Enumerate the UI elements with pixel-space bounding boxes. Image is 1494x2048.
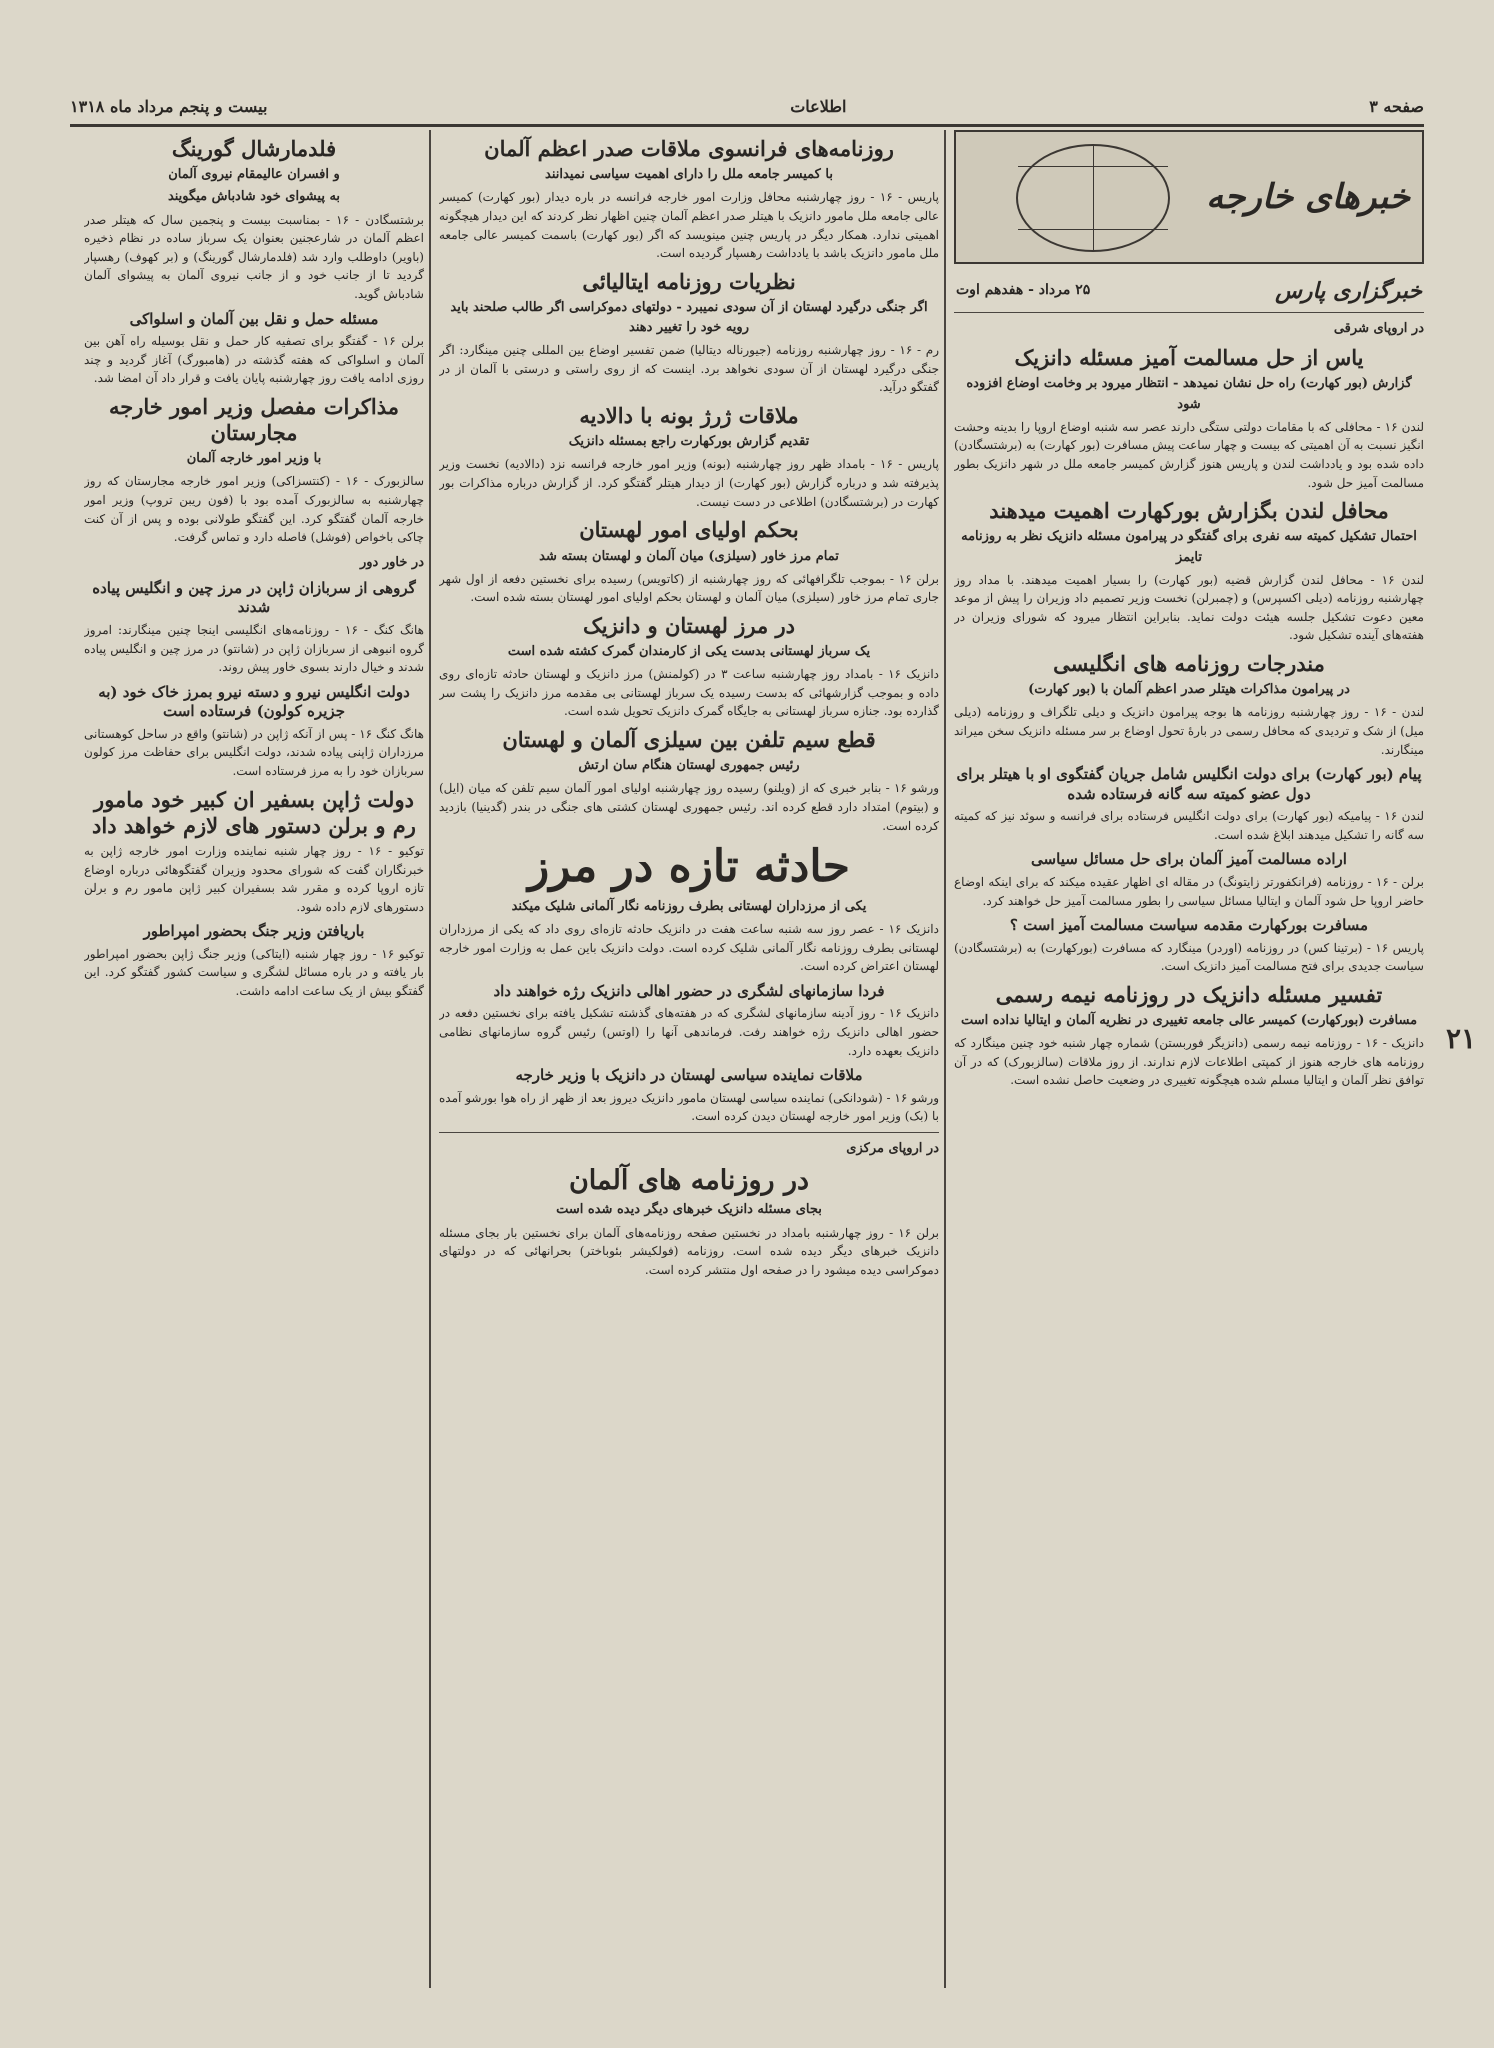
headline: در مرز لهستان و دانزیک (582, 612, 796, 638)
headline: مسئله حمل و نقل بین آلمان و اسلواکی (129, 309, 379, 328)
article-body: دانزیک - ۱۶ - روزنامه نیمه رسمی (دانزیگر فوربستن) شماره چهار شنبه خود چنین مینگارد که روزنامه های خارجه هنوز از کمپتی اطلاعات لازم ندارند. از روز ملاقات (سالزبورک) که در آن توافق نظر آلمان و ایتالیا مسلم شده هیچگونه تغییری در وضعیت حاصل نشده است. (954, 1036, 1424, 1088)
headline: حادثه تازه در مرز (528, 841, 850, 893)
headline: فلدمارشال گورینگ (171, 136, 337, 161)
headline: یاس از حل مسالمت آمیز مسئله دانزیک (1014, 345, 1364, 371)
headline: روزنامه‌های فرانسوی ملاقات صدر اعظم آلمان (484, 136, 894, 161)
article-body: هانگ کنگ - ۱۶ - روزنامه‌های انگلیسی اینجا چنین مینگارند: امروز گروه انبوهی از سربازان ژاپن در (شانتو) در مرز چین و انگلیس پیاده شدند و خیال دارند بسوی خاور پیش روند. (84, 622, 424, 675)
subheadline: تمام مرز خاور (سیلزی) میان آلمان و لهستان بسته شد (539, 548, 839, 564)
headline: در روزنامه های آلمان (568, 1165, 810, 1196)
article-body: لندن ۱۶ - پیامیکه (بور کهارت) برای دولت انگلیس فرستاده برای فرانسه و سوئد نیز که کمیته سه گانه را تشکیل میدهند ابلاغ شده است. (954, 809, 1424, 842)
article-body: دانزیک ۱۶ - روز آدینه سازمانهای لشگری که در هفته‌های گذشته تشکیل یافته برای نخستین دفعه در حضور اهالی دانزیک رژه خواهند رفت. فرماندهی آنها را (اوتس) رئیس گروه سازمانهای نظامی دانزیک بعهده دارد. (439, 1006, 939, 1058)
agency-line (954, 270, 1424, 313)
article-body: پاریس ۱۶ - (برتینا کس) در روزنامه (اوردر) مینگارد که مسافرت (بورکهارت) به (برشتسگادن) سیاست جدیدی برای فتح مسالمت آمیز دانزیک است. (954, 940, 1424, 974)
issue-date: بیست و پنجم مرداد ماه ۱۳۱۸ (70, 96, 268, 116)
banner-title: خبرهای خارجه (1206, 176, 1410, 217)
article-body: دانزیک ۱۶ - عصر روز سه شنبه ساعت هفت در دانزیک حادثه تازه‌ای روی داد که یکی از مرزداران لهستانی بطرف روزنامه نگار آلمانی شلیک کرده است. دولت دانزیک باین عمل به وزارت امور خارجه لهستان اعتراض کرده است. (439, 922, 939, 974)
section-label: در خاور دور (359, 554, 424, 570)
headline: ملاقات ژرژ بونه با دالادیه (579, 403, 799, 429)
headline: تفسیر مسئله دانزیک در روزنامه نیمه رسمی (995, 981, 1383, 1007)
newspaper-name: اطلاعات (790, 96, 847, 116)
article-body: برلن ۱۶ - روز چهارشنبه بامداد در نخستین صفحه روزنامه‌های آلمان برای نخستین بار بجای مسئله دانزیک خبرهای دیگر دیده شده است. روزنامه (فولکیشر بئوباختر) بحرانهائی که در دولتهای دموکراسی دیده میشود را در صفحه اول منتشر کرده است. (439, 1225, 939, 1277)
subheadline: بجای مسئله دانزیک خبرهای دیگر دیده شده است (556, 1202, 822, 1218)
subheadline: مسافرت (بورکهارت) کمیسر عالی جامعه تغییری در نظریه آلمان و ایتالیا نداده است (960, 1013, 1418, 1029)
article-body: ورشو ۱۶ - (شودانکی) نماینده سیاسی لهستان مامور دانزیک دیروز بعد از ظهر از راه هوا بورشو آمده با (بک) وزیر امور خارجه لهستان دیدن کرده است. (439, 1090, 939, 1124)
article-body: برلن - ۱۶ - روزنامه (فرانکفورتر زایتونگ) در مقاله ای اظهار عقیده میکند که برای اینکه اوضاع حاضر اروپا حل شود آلمان و ایتالیا مسائل سیاسی را بطور مسالمت آمیز حل خواهند کرد. (954, 874, 1424, 908)
subheadline: در پیرامون مذاکرات هیتلر صدر اعظم آلمان با (بور کهارت) (1028, 682, 1350, 698)
subheadline: با وزیر امور خارجه آلمان (186, 451, 322, 467)
headline: اراده مسالمت آمیز آلمان برای حل مسائل سیاسی (1031, 850, 1347, 869)
subheadline: یک سرباز لهستانی بدست یکی از کارمندان گمرک کشته شده است (507, 644, 871, 660)
article-body: پاریس - ۱۶ - روز چهارشنبه محافل وزارت امور خارجه فرانسه در باره دیدار (بور کهارت) کمیسر عالی جامعه ملل مامور دانزیک با هیتلر صدر اعظم آلمان چنین اظهار نظر کردند که این دیدار هیچگونه اهمیتی ندارد. همکار دیگر در پاریس چنین مینویسد که اگر (بور کهارت) باسمت کمیسر عالی جامعه ملل مامور دانزیک باشد با یادداشت رهسپار گردیده است. (439, 190, 939, 261)
article-body: لندن - ۱۶ - روز چهارشنبه روزنامه ها بوجه پیرامون دانزیک و دیلی تلگراف و روزنامه (دیلی میل) از شک و تردیدی که محافل رسمی در بارهٔ تحول اوضاع بر سر مسئله دانزیک سخن میراند مینگارند. (954, 705, 1424, 757)
subheadline: با کمیسر جامعه ملل را دارای اهمیت سیاسی نمیدانند (545, 167, 833, 183)
section-label: در اروپای مرکزی (846, 1140, 939, 1156)
margin-number: ۲۱ (1446, 1022, 1477, 1055)
header-rule (70, 124, 1424, 127)
article-body: برشتسگادن - ۱۶ - بمناسبت بیست و پنجمین سال که هیتلر صدر اعظم آلمان در شارعجنین بعنوان یک سرباز ساده در نظام ذخیره (باویر) داوطلب وارد شد (فلدمارشال گورینگ) و (بر کهوف) رهسپار گردید تا از جانب خود و از جانب نیروی آلمان به پیشوای آلمان شادباش گوید. (84, 212, 424, 301)
page-header (70, 92, 1424, 120)
headline: بحکم اولیای امور لهستان (579, 517, 799, 543)
subheadline: یکی از مرزداران لهستانی بطرف روزنامه نگار آلمانی شلیک میکند (511, 898, 867, 914)
column-left (84, 130, 424, 1988)
column-foreign-news (954, 130, 1424, 1988)
article-body: برلن ۱۶ - بموجب تلگرافهائی که روز چهارشنبه از (کاتویس) رسیده برای نخستین دفعه از اول شهر جاری تمام مرز خاور (سیلزی) میان آلمان و لهستان بحکم اولیای امور لهستان بسته شده است. (439, 571, 939, 605)
subheadline: اگر جنگی درگیرد لهستان از آن سودی نمیبرد - دولتهای دموکراسی اگر طالب صلحند باید رویه خود را تغییر دهند (450, 300, 928, 336)
agency-name: خبرگزاری پارس (1275, 278, 1422, 304)
article-body: توکیو ۱۶ - روز چهار شنبه (ایتاکی) وزیر جنگ ژاپن بحضور امپراطور بار یافته و در باره مسائل لشگری و سیاست کشور گفتگو کرد. این گفتگو بیش از یک ساعت ادامه داشت. (84, 946, 424, 999)
subheadline: رئیس جمهوری لهستان هنگام سان ارتش (578, 758, 800, 774)
article-body: دانزیک ۱۶ - بامداد روز چهارشنبه ساعت ۳ در (کولمنش) مرز دانزیک و لهستان حادثه تازه‌ای روی داده و بموجب گزارشهائی که بدست رسیده یک سرباز لهستانی بی مقدمه مرز دانزیک را پشت سر گذارده بود. جنازه سرباز لهستانی به جایگاه گمرک دانزیک تحویل شده است. (439, 667, 939, 719)
subheadline: احتمال تشکیل کمیته سه نفری برای گفتگو در پیرامون مسئله دانزیک نظر به روزنامه تایمز (961, 529, 1417, 565)
section-label: در اروپای شرقی (1333, 321, 1424, 337)
subheadline: به پیشوای خود شادباش میگویند (167, 189, 341, 205)
headline: قطع سیم تلفن بین سیلزی آلمان و لهستان (502, 727, 876, 752)
globe-icon (1016, 144, 1170, 252)
headline: گروهی از سربازان ژاپن در مرز چین و انگلیس پیاده شدند (92, 578, 416, 617)
page-number: صفحه ۳ (1369, 96, 1424, 116)
agency-date: ۲۵ مرداد - هفدهم اوت (956, 282, 1091, 299)
article-body: سالزبورک - ۱۶ - (کنتسزاکی) وزیر امور خارجه مجارستان که روز چهارشنبه به سالزبورک آمده بود با (فون ریبن تروپ) وزیر امور خارجه آلمان گفتگو کرد. این گفتگو طولانی بوده و پس از آن کنت چاکی باخواص (فوشل) فاصله دارد و تماس گرفت. (84, 474, 424, 545)
article-body: برلن ۱۶ - گفتگو برای تصفیه کار حمل و نقل بوسیله راه آهن بین آلمان و اسلواکی که هفته گذشته در (هامبورگ) آغاز گردید و چند روزی ادامه یافت روز چهارشنبه پایان یافت و قرار داد آن امضا شد. (84, 334, 424, 386)
subheadline: تقدیم گزارش بورکهارت راجع بمسئله دانزیک (568, 434, 810, 450)
headline: دولت انگلیس نیرو و دسته نیرو بمرز خاک خود (به جزیره کولون) فرستاده است (98, 682, 410, 721)
article-body: رم - ۱۶ - روز چهارشنبه روزنامه (جیورناله دیتالیا) ضمن تفسیر اوضاع بین المللی چنین مینگارد: اگر جنگی درگیرد لهستان از آن سودی نخواهد برد. اینست که از روی راستی و درستی با آلمان از در گفتگو درآید. (439, 343, 939, 395)
column-divider (944, 130, 946, 1988)
headline: مندرجات روزنامه های انگلیسی (1053, 651, 1325, 677)
column-divider (429, 130, 431, 1988)
subheadline: گزارش (بور کهارت) راه حل نشان نمیدهد - انتظار میرود بر وخامت اوضاع افزوده شود (966, 376, 1412, 412)
article-body: ورشو ۱۶ - بنابر خبری که از (ویلنو) رسیده روز چهارشنبه اولیای امور آلمان سیم تلفن که میان (ایل) و (بیتوم) امتداد دارد قطع کرده اند. رئیس جمهوری لهستان کشتی های جنگی در بندر (گدینیا) بازدید کرده است. (439, 781, 939, 833)
article-body: هانگ کنگ ۱۶ - پس از آنکه ژاپن در (شانتو) واقع در ساحل کوهستانی مرزداران ژاپنی پیاده شدند، دولت انگلیس برای حفاظت مرز کولون سربازان خود را به مرز فرستاده است. (84, 726, 424, 778)
foreign-news-banner (954, 130, 1424, 264)
headline: مسافرت بورکهارت مقدمه سیاست مسالمت آمیز است ؟ (1009, 916, 1369, 935)
subheadline: و افسران عالیمقام نیروی آلمان (168, 167, 340, 183)
headline: مذاکرات مفصل وزیر امور خارجه مجارستان (108, 393, 400, 446)
article-body: پاریس - ۱۶ - بامداد ظهر روز چهارشنبه (بونه) وزیر امور خارجه فرانسه نزد (دالادیه) نخست وزیر پذیرفته شد و درباره گزارش (بور کهارت) از دیدار هیتلر گفتگو کرد. از گزارش درباره مذاکرات بور کهارت در (برشتسگادن) اطلاعی در دست نیست. (439, 457, 939, 509)
headline: دولت ژاپن بسفیر ان کبیر خود مامور رم و برلن دستور های لازم خواهد داد (92, 786, 416, 838)
headline: فردا سازمانهای لشگری در حضور اهالی دانزیک رژه خواهند داد (493, 981, 885, 1000)
section-rule (439, 1132, 939, 1133)
article-body: توکیو - ۱۶ - روز چهار شنبه نماینده وزارت امور خارجه ژاپن به خبرنگاران گفت که شورای محدود وزیران گفتگوهائی درباره اوضاع تازه اروپا کرده و مقرر شد بسفیران کبیر ژاپن مامور رم و برلن دستورهای لازم داده شود. (84, 844, 424, 914)
article-body: لندن ۱۶ - محافل لندن گزارش قضیه (بور کهارت) را بسیار اهمیت میدهند. با مداد روز چهارشنبه روزنامه (دیلی اکسپرس) و (چمبرلن) نخست وزیر تصمیم داد وزیران را پیش از موعد معین دعوت تشکیل جلسه هیئت دولت نماید. بنابراین انتظار میرود که شورای وزیران در هفته‌های آینده تشکیل شود. (954, 572, 1424, 643)
column-middle (439, 130, 939, 1988)
headline: محافل لندن بگزارش بورکهارت اهمیت میدهند (989, 498, 1389, 524)
article-body: لندن ۱۶ - محافلی که با مقامات دولتی ستگی دارند عصر سه شنبه اوضاع اروپا را بدینه وحشت انگیز نسبت به آن اهمیتی که بیست و چهار ساعت پیش مسافرت (بور کهارت) به (برشتسگادن) داده شده بود و یادداشت لندن و پاریس هنوز گزارش کمیسر جامعه ملل در شهر دانزیک بطور مسالمت آمیز حل شود. (954, 419, 1424, 490)
headline: نظریات روزنامه ایتالیائی (582, 268, 796, 294)
headline: پیام (بور کهارت) برای دولت انگلیس شامل جریان گفتگوی او با هیتلر برای دول عضو کمیته سه گانه فرستاده شده (956, 765, 1422, 803)
headline: باریافتن وزیر جنگ بحضور امپراطور (143, 922, 365, 941)
headline: ملاقات نماینده سیاسی لهستان در دانزیک با وزیر خارجه (515, 1066, 863, 1085)
